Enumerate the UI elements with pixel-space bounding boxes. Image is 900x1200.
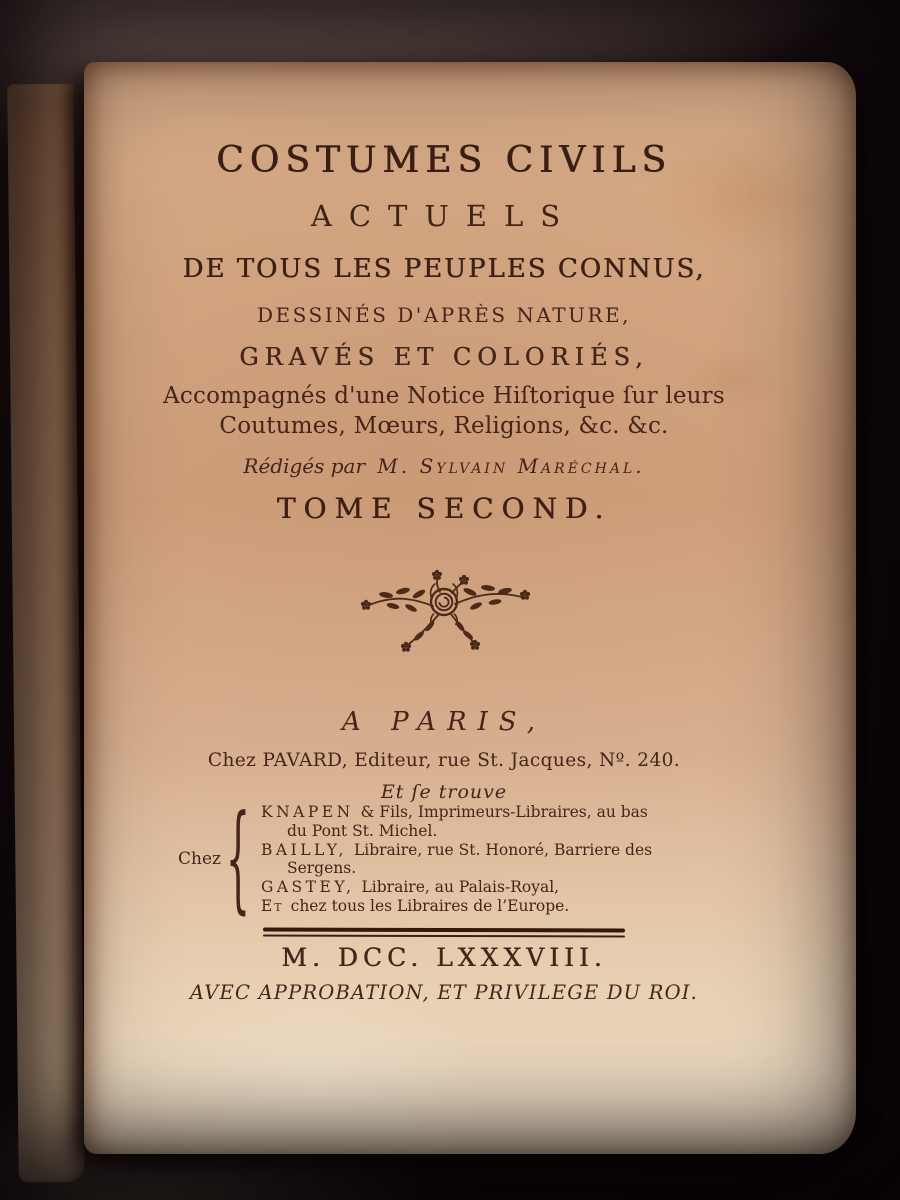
rule-thick-line <box>263 928 625 933</box>
bookseller-line: KNAPEN & Fils, Imprimeurs-Libraires, au bas <box>260 803 648 821</box>
bookseller-line-continuation: Sergens. <box>286 859 357 878</box>
author-name: M. Sylvain Maréchal. <box>377 454 645 478</box>
publisher-line: Chez PAVARD, Editeur, rue St. Jacques, Nº. 240. <box>207 750 681 771</box>
rule-thin-line <box>263 935 625 938</box>
byline-prefix: Rédigés par <box>243 454 366 478</box>
left-brace-glyph: { <box>225 791 251 928</box>
privilege-line: AVEC APPROBATION, ET PRIVILEGE DU ROI. <box>189 981 699 1004</box>
floral-ornament <box>114 564 774 656</box>
volume-number: TOME SECOND. <box>276 492 612 525</box>
et-se-trouve-line: Et ſe trouve <box>380 781 508 803</box>
subtitle-actuels: ACTUELS <box>310 199 578 233</box>
byline <box>114 454 774 478</box>
subtitle-graves: GRAVÉS ET COLORIÉS, <box>239 343 649 371</box>
floral-rose-vignette-icon <box>342 564 547 656</box>
facing-page-fore-edge <box>7 84 84 1183</box>
double-rule <box>263 928 625 938</box>
description-line-1: Accompagnés d'une Notice Hiſtorique ſur leurs <box>163 383 725 409</box>
title-page-content <box>114 62 774 1154</box>
description-line-2: Coutumes, Mœurs, Religions, &c. &c. <box>219 413 669 439</box>
bookseller-line: BAILLY, Libraire, rue St. Honoré, Barriere des <box>260 840 653 859</box>
bookseller-line-continuation: du Pont St. Michel. <box>286 821 438 840</box>
bookseller-line: GASTEY, Libraire, au Palais-Royal, <box>260 878 560 897</box>
booksellers-list <box>255 803 652 916</box>
publication-date-roman: M. DCC. LXXXVIII. <box>281 943 607 972</box>
bookseller-line: Et chez tous les Libraires de l’Europe. <box>260 896 570 915</box>
title-page <box>84 62 856 1154</box>
book-title: COSTUMES CIVILS <box>216 140 672 181</box>
subtitle-dessines: DESSINÉS D'APRÈS NATURE, <box>257 303 631 327</box>
city-line: A PARIS, <box>342 707 546 737</box>
chez-label: Chez <box>178 849 221 870</box>
subtitle-peuples: DE TOUS LES PEUPLES CONNUS, <box>182 254 706 284</box>
